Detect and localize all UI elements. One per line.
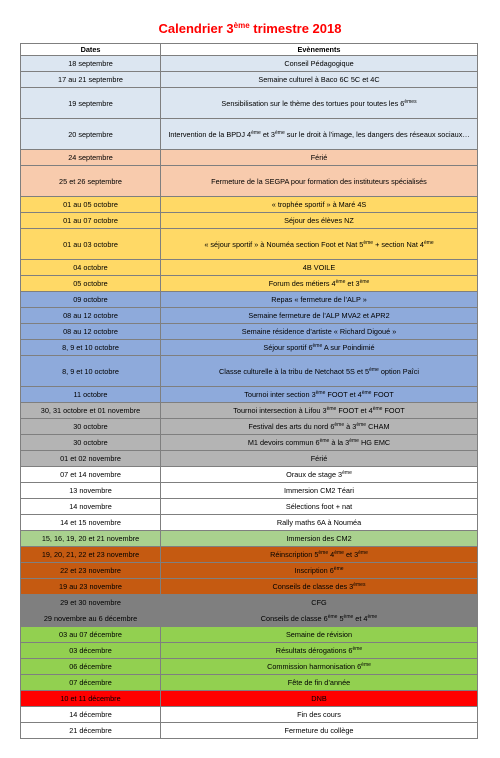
event-text: DNB xyxy=(311,694,327,703)
event-text: Conseils de classe 6 xyxy=(260,614,328,623)
event-text: Repas « fermeture de l’ALP » xyxy=(271,295,367,304)
event-text: option Paîci xyxy=(378,366,419,376)
event-superscript: ème xyxy=(333,566,344,572)
event-text: Immersion CM2 Téari xyxy=(283,486,354,495)
event-cell xyxy=(161,260,478,276)
event-superscript: èmes xyxy=(353,582,366,588)
date-cell: 11 octobre xyxy=(21,387,161,403)
event-text: 5 xyxy=(337,614,344,623)
date-cell: 08 au 12 octobre xyxy=(21,308,161,324)
event-cell xyxy=(161,627,478,643)
date-cell: 29 et 30 novembre xyxy=(21,595,161,611)
table-row xyxy=(21,308,478,324)
event-text: CFG xyxy=(311,598,327,607)
event-cell xyxy=(161,499,478,515)
table-row xyxy=(21,675,478,691)
event-cell xyxy=(161,387,478,403)
event-cell xyxy=(161,515,478,531)
event-text: Sélections foot + nat xyxy=(285,502,353,511)
event-superscript: ème xyxy=(369,366,379,373)
event-cell xyxy=(161,691,478,707)
table-row xyxy=(21,56,478,72)
event-text: Fermeture de la SEGPA pour formation des instituteurs spécialisés xyxy=(211,176,427,186)
table-body xyxy=(21,56,478,739)
event-cell xyxy=(161,229,478,260)
event-cell xyxy=(161,150,478,166)
date-cell: 14 et 15 novembre xyxy=(21,515,161,531)
event-text: FOOT et 4 xyxy=(325,390,362,399)
event-text: et 3 xyxy=(343,550,359,559)
table-row xyxy=(21,659,478,675)
event-text: A sur Poindimié xyxy=(322,343,375,352)
event-text: Sensibilisation sur le thème des tortues pour toutes les 6 xyxy=(221,98,405,108)
event-cell xyxy=(161,723,478,739)
event-text: HG EMC xyxy=(358,438,391,447)
date-cell: 30 octobre xyxy=(21,419,161,435)
table-row xyxy=(21,531,478,547)
event-text: Férié xyxy=(310,454,328,463)
event-cell xyxy=(161,324,478,340)
date-cell: 17 au 21 septembre xyxy=(21,72,161,88)
event-cell xyxy=(161,451,478,467)
date-cell: 13 novembre xyxy=(21,483,161,499)
table-row xyxy=(21,579,478,595)
event-superscript: ème xyxy=(318,550,329,556)
date-cell: 30 octobre xyxy=(21,435,161,451)
event-superscript: ème xyxy=(349,438,359,444)
table-row xyxy=(21,435,478,451)
table-row xyxy=(21,563,478,579)
table-row xyxy=(21,387,478,403)
event-text: et 3 xyxy=(345,279,360,288)
event-text: + section Nat 4 xyxy=(373,239,424,249)
events-header: Evènements xyxy=(161,44,478,56)
event-text: Conseil Pédagogique xyxy=(284,59,354,68)
event-cell xyxy=(161,292,478,308)
event-text: Séjour sportif 6 xyxy=(263,343,313,352)
table-row xyxy=(21,403,478,419)
table-row xyxy=(21,150,478,166)
date-cell: 05 octobre xyxy=(21,276,161,292)
date-cell: 19 septembre xyxy=(21,88,161,119)
table-row xyxy=(21,499,478,515)
table-row xyxy=(21,547,478,563)
page-title xyxy=(0,20,500,38)
event-cell xyxy=(161,88,478,119)
event-superscript: ème xyxy=(423,239,434,246)
event-cell xyxy=(161,197,478,213)
event-text: FOOT et 4 xyxy=(336,406,373,415)
date-cell: 03 au 07 décembre xyxy=(21,627,161,643)
table-row xyxy=(21,707,478,723)
table-row xyxy=(21,340,478,356)
event-text: Semaine culturel à Baco 6C 5C et 4C xyxy=(258,75,380,84)
event-text: Fête de fin d’année xyxy=(287,678,351,687)
event-text: Semaine résidence d’artiste « Richard Digoué » xyxy=(241,327,397,336)
event-superscript: ème xyxy=(361,662,371,668)
table-row xyxy=(21,451,478,467)
event-text: à 3 xyxy=(344,422,357,431)
event-cell xyxy=(161,356,478,387)
event-superscript: ème xyxy=(327,614,338,620)
event-text: FOOT xyxy=(371,390,394,399)
event-cell xyxy=(161,308,478,324)
event-text: Tournoi inter section 3 xyxy=(244,390,316,399)
date-cell: 01 et 02 novembre xyxy=(21,451,161,467)
table-row xyxy=(21,356,478,387)
event-text: CHAM xyxy=(366,422,390,431)
date-cell: 08 au 12 octobre xyxy=(21,324,161,340)
event-superscript: ème xyxy=(319,438,330,444)
event-cell xyxy=(161,419,478,435)
title-superscript: ème xyxy=(233,21,250,30)
event-text: Festival des arts du nord 6 xyxy=(248,422,335,431)
date-cell: 20 septembre xyxy=(21,119,161,150)
table-row xyxy=(21,643,478,659)
title-rest: trimestre 2018 xyxy=(249,21,342,36)
event-text: Tournoi intersection à Lifou 3 xyxy=(233,406,327,415)
event-text: Semaine de révision xyxy=(285,630,353,639)
date-cell: 25 et 26 septembre xyxy=(21,166,161,197)
date-cell: 19, 20, 21, 22 et 23 novembre xyxy=(21,547,161,563)
date-cell: 01 au 05 octobre xyxy=(21,197,161,213)
event-superscript: ème xyxy=(372,406,383,412)
table-row xyxy=(21,197,478,213)
event-text: Forum des métiers 4 xyxy=(268,279,336,288)
date-cell: 19 au 23 novembre xyxy=(21,579,161,595)
table-row xyxy=(21,229,478,260)
event-cell xyxy=(161,659,478,675)
event-text: et 3 xyxy=(260,129,275,139)
event-text: Fermeture du collège xyxy=(284,726,354,735)
event-text: Férié xyxy=(310,153,328,162)
event-cell xyxy=(161,643,478,659)
event-superscript: ème xyxy=(334,550,344,556)
date-cell: 03 décembre xyxy=(21,643,161,659)
event-cell xyxy=(161,675,478,691)
event-text: 4B VOILE xyxy=(302,263,336,272)
table-header-row xyxy=(21,44,478,56)
event-text: Immersion des CM2 xyxy=(286,534,352,543)
event-cell xyxy=(161,72,478,88)
event-cell xyxy=(161,213,478,229)
table-row xyxy=(21,419,478,435)
event-cell xyxy=(161,707,478,723)
date-cell: 01 au 03 octobre xyxy=(21,229,161,260)
event-superscript: ème xyxy=(326,406,337,412)
calendar-table xyxy=(20,43,478,739)
date-cell: 14 décembre xyxy=(21,707,161,723)
table-row xyxy=(21,515,478,531)
table-row xyxy=(21,691,478,707)
event-superscript: ème xyxy=(361,390,372,396)
table-row xyxy=(21,260,478,276)
date-cell: 29 novembre au 6 décembre xyxy=(21,611,161,627)
table-row xyxy=(21,723,478,739)
event-superscript: ème xyxy=(251,129,261,136)
table-row xyxy=(21,119,478,150)
event-superscript: ème xyxy=(342,470,352,476)
event-superscript: ème xyxy=(275,129,285,136)
date-cell: 04 octobre xyxy=(21,260,161,276)
event-cell xyxy=(161,483,478,499)
event-cell xyxy=(161,563,478,579)
event-text: Semaine fermeture de l’ALP MVA2 et APR2 xyxy=(248,311,390,320)
event-text: Intervention de la BPDJ 4 xyxy=(168,129,252,139)
event-superscript: èmes xyxy=(404,98,417,105)
event-text: sur le droit à l’image, les dangers des réseaux sociaux… xyxy=(284,129,470,139)
event-superscript: ème xyxy=(343,614,354,620)
event-cell xyxy=(161,611,478,627)
event-text: Inscription 6 xyxy=(294,566,334,575)
date-cell: 01 au 07 octobre xyxy=(21,213,161,229)
table-row xyxy=(21,292,478,308)
table-row xyxy=(21,88,478,119)
event-cell xyxy=(161,119,478,150)
date-cell: 06 décembre xyxy=(21,659,161,675)
event-text: Rally maths 6A à Nouméa xyxy=(276,518,362,527)
table-row xyxy=(21,324,478,340)
date-cell: 18 septembre xyxy=(21,56,161,72)
event-superscript: ème xyxy=(334,422,345,428)
event-cell xyxy=(161,166,478,197)
date-cell: 8, 9 et 10 octobre xyxy=(21,340,161,356)
title-main: Calendrier 3 xyxy=(158,21,234,36)
event-text: Résultats dérogations 6 xyxy=(275,646,353,655)
date-cell: 09 octobre xyxy=(21,292,161,308)
event-text: Fin des cours xyxy=(297,710,341,719)
event-superscript: ème xyxy=(358,550,368,556)
event-superscript: ème xyxy=(312,343,323,349)
event-superscript: ème xyxy=(359,279,370,285)
event-text: Réinscription 5 xyxy=(270,550,319,559)
date-cell: 07 et 14 novembre xyxy=(21,467,161,483)
event-text: « trophée sportif » à Maré 4S xyxy=(271,200,367,209)
date-cell: 07 décembre xyxy=(21,675,161,691)
event-superscript: ème xyxy=(367,614,378,620)
event-text: Commission harmonisation 6 xyxy=(267,662,362,671)
event-cell xyxy=(161,595,478,611)
event-text: « séjour sportif » à Nouméa section Foot et Nat 5 xyxy=(204,239,364,249)
event-text: Séjour des élèves NZ xyxy=(284,216,354,225)
table-row xyxy=(21,166,478,197)
event-cell xyxy=(161,579,478,595)
table-row xyxy=(21,467,478,483)
event-text: Classe culturelle à la tribu de Netchaot 5S et 5 xyxy=(219,366,370,376)
event-text: M1 devoirs commun 6 xyxy=(247,438,320,447)
date-cell: 8, 9 et 10 octobre xyxy=(21,356,161,387)
event-cell xyxy=(161,435,478,451)
dates-header: Dates xyxy=(21,44,161,56)
date-cell: 10 et 11 décembre xyxy=(21,691,161,707)
date-cell: 21 décembre xyxy=(21,723,161,739)
event-text: 4 xyxy=(328,550,335,559)
event-text: Conseils de classe des 3 xyxy=(272,582,354,591)
event-superscript: ème xyxy=(335,279,346,285)
event-cell xyxy=(161,340,478,356)
event-cell xyxy=(161,467,478,483)
table-row xyxy=(21,483,478,499)
event-superscript: ème xyxy=(315,390,326,396)
event-cell xyxy=(161,547,478,563)
table-row xyxy=(21,276,478,292)
event-superscript: ème xyxy=(356,422,367,428)
event-text: Oraux de stage 3 xyxy=(286,470,343,479)
date-cell: 15, 16, 19, 20 et 21 novembre xyxy=(21,531,161,547)
event-cell xyxy=(161,276,478,292)
date-cell: 14 novembre xyxy=(21,499,161,515)
date-cell: 22 et 23 novembre xyxy=(21,563,161,579)
event-cell xyxy=(161,56,478,72)
table-row xyxy=(21,72,478,88)
date-cell: 30, 31 octobre et 01 novembre xyxy=(21,403,161,419)
table-row xyxy=(21,627,478,643)
table-row xyxy=(21,213,478,229)
event-text: FOOT xyxy=(382,406,405,415)
date-cell: 24 septembre xyxy=(21,150,161,166)
event-cell xyxy=(161,403,478,419)
event-superscript: ème xyxy=(352,646,363,652)
event-text: et 4 xyxy=(353,614,368,623)
table-row xyxy=(21,595,478,611)
table-row xyxy=(21,611,478,627)
event-superscript: ème xyxy=(363,239,374,246)
event-text: à la 3 xyxy=(329,438,350,447)
event-cell xyxy=(161,531,478,547)
